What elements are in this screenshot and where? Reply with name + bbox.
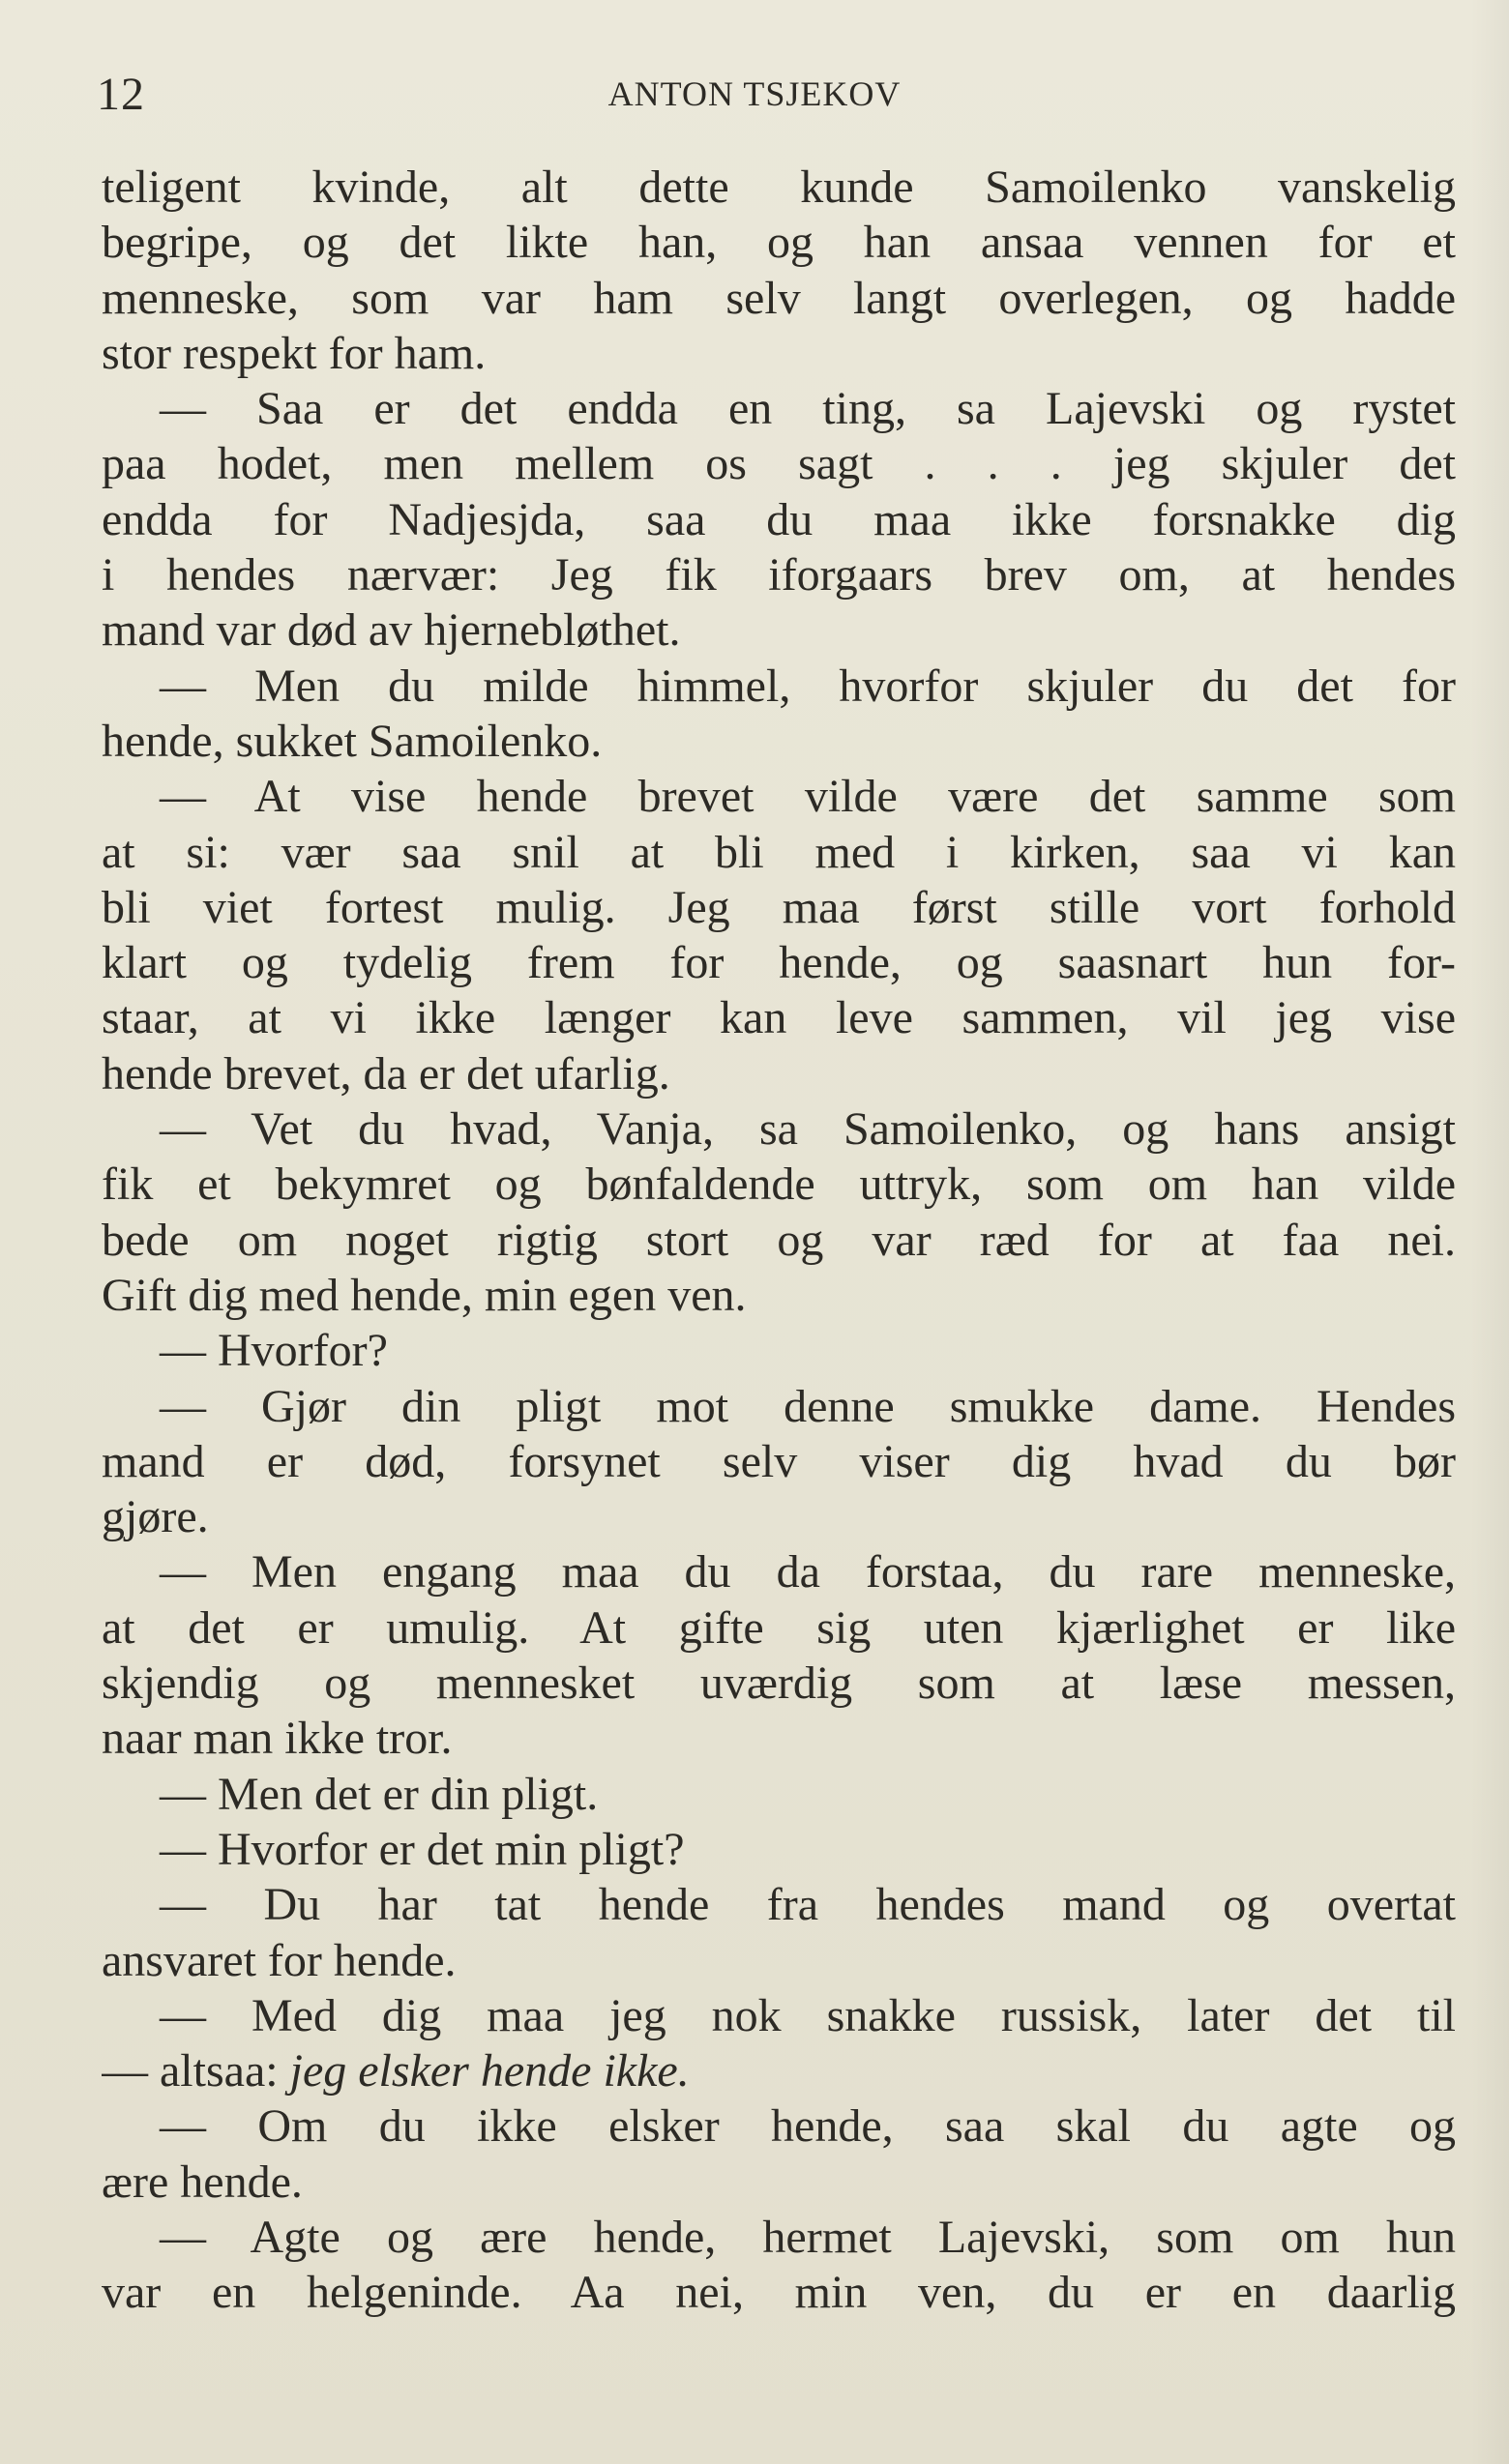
line-text: ansvaret for hende. (102, 1934, 457, 1986)
text-line (102, 1379, 1456, 1434)
text-line (102, 1157, 1456, 1212)
text-line (102, 2265, 1456, 2320)
text-line (102, 990, 1456, 1045)
text-line (102, 436, 1456, 491)
line-text: klart og tydelig frem for hende, og saasnart hun for- (102, 937, 1456, 989)
text-line (102, 1988, 1456, 2043)
line-text: teligent kvinde, alt dette kunde Samoilenko vanskelig (102, 161, 1456, 213)
line-text: — At vise hende brevet vilde være det samme som (160, 771, 1456, 823)
text-line (102, 1046, 1456, 1101)
text-line (102, 1656, 1456, 1711)
text-line (102, 2098, 1456, 2154)
text-line (102, 326, 1456, 381)
text-line (102, 769, 1456, 824)
line-text: menneske, som var ham selv langt overlegen, og hadde (102, 272, 1456, 324)
line-text: — Men du milde himmel, hvorfor skjuler du det for (160, 660, 1456, 712)
line-text: naar man ikke tror. (102, 1713, 453, 1765)
line-text: staar, at vi ikke længer kan leve sammen, vil jeg vise (102, 992, 1456, 1044)
line-text: mand er død, forsynet selv viser dig hvad du bør (102, 1435, 1456, 1487)
line-text: — Agte og ære hende, hermet Lajevski, som om hun (160, 2211, 1456, 2263)
line-text: gjøre. (102, 1491, 209, 1543)
text-line (102, 1767, 1456, 1822)
text-line (102, 1877, 1456, 1932)
text-line (102, 1822, 1456, 1877)
page-edge-shadow (1470, 0, 1509, 2464)
line-text: bli viet fortest mulig. Jeg maa først stille vort forhold (102, 881, 1456, 933)
text-line (102, 1711, 1456, 1766)
text-line (102, 271, 1456, 326)
line-text: hende brevet, da er det ufarlig. (102, 1047, 670, 1100)
line-text: paa hodet, men mellem os sagt . . . jeg skjuler det (102, 438, 1456, 490)
text-line (102, 2155, 1456, 2210)
page-number: 12 (97, 69, 145, 120)
text-line (102, 1600, 1456, 1656)
line-text: — Vet du hvad, Vanja, sa Samoilenko, og hans ansigt (160, 1103, 1456, 1156)
text-line (102, 825, 1456, 880)
line-text: — Du har tat hende fra hendes mand og overtat (160, 1879, 1456, 1931)
text-line (102, 2210, 1456, 2265)
text-line (102, 1213, 1456, 1268)
line-text: skjendig og mennesket uværdig som at læse messen, (102, 1657, 1456, 1710)
line-text: bede om noget rigtig stort og var ræd for at faa nei. (102, 1214, 1456, 1266)
line-text: at det er umulig. At gifte sig uten kjærlighet er like (102, 1601, 1456, 1654)
body-text (102, 160, 1456, 2321)
line-text: Gift dig med hende, min egen ven. (102, 1269, 747, 1321)
line-text: i hendes nærvær: Jeg fik iforgaars brev om, at hendes (102, 549, 1456, 601)
line-text: — Med dig maa jeg nok snakke russisk, later det til (160, 1989, 1456, 2041)
text-line (102, 492, 1456, 547)
text-line (102, 1489, 1456, 1544)
text-line (102, 935, 1456, 990)
line-text: — Saa er det endda en ting, sa Lajevski og rystet (160, 383, 1456, 435)
text-line (102, 880, 1456, 935)
running-head: ANTON TSJEKOV (607, 74, 902, 113)
text-line (102, 1544, 1456, 1599)
text-line (102, 1933, 1456, 1988)
text-line (102, 1434, 1456, 1489)
text-line (102, 714, 1456, 769)
text-line (102, 215, 1456, 270)
line-text: var en helgeninde. Aa nei, min ven, du er en daarlig (102, 2267, 1456, 2319)
text-line (102, 1101, 1456, 1157)
line-text: — Hvorfor er det min pligt? (160, 1823, 685, 1875)
text-line (102, 2043, 1456, 2098)
line-text: begripe, og det likte han, og han ansaa vennen for et (102, 217, 1456, 269)
line-text: ære hende. (102, 2156, 303, 2208)
text-line (102, 659, 1456, 714)
line-text: at si: vær saa snil at bli med i kirken, saa vi kan (102, 826, 1456, 878)
line-text: — Om du ikke elsker hende, saa skal du agte og (160, 2100, 1456, 2153)
text-line (102, 160, 1456, 215)
text-line (102, 381, 1456, 436)
line-text: — altsaa: (102, 2045, 279, 2097)
text-line (102, 602, 1456, 658)
line-text: — Gjør din pligt mot denne smukke dame. Hendes (160, 1380, 1456, 1432)
line-text: — Hvorfor? (160, 1325, 388, 1377)
line-text: — Men det er din pligt. (160, 1768, 599, 1820)
text-line (102, 1323, 1456, 1378)
line-text: — Men engang maa du da forstaa, du rare menneske, (160, 1546, 1456, 1599)
line-text: hende, sukket Samoilenko. (102, 715, 603, 767)
line-text: fik et bekymret og bønfaldende uttryk, som om han vilde (102, 1159, 1456, 1211)
line-text: stor respekt for ham. (102, 327, 487, 379)
line-text: mand var død av hjernebløthet. (102, 604, 681, 657)
text-line (102, 547, 1456, 602)
text-line (102, 1268, 1456, 1323)
italic-text: jeg elsker hende ikke. (289, 2045, 690, 2097)
page-header (97, 68, 1412, 135)
line-text: endda for Nadjesjda, saa du maa ikke forsnakke dig (102, 493, 1456, 545)
